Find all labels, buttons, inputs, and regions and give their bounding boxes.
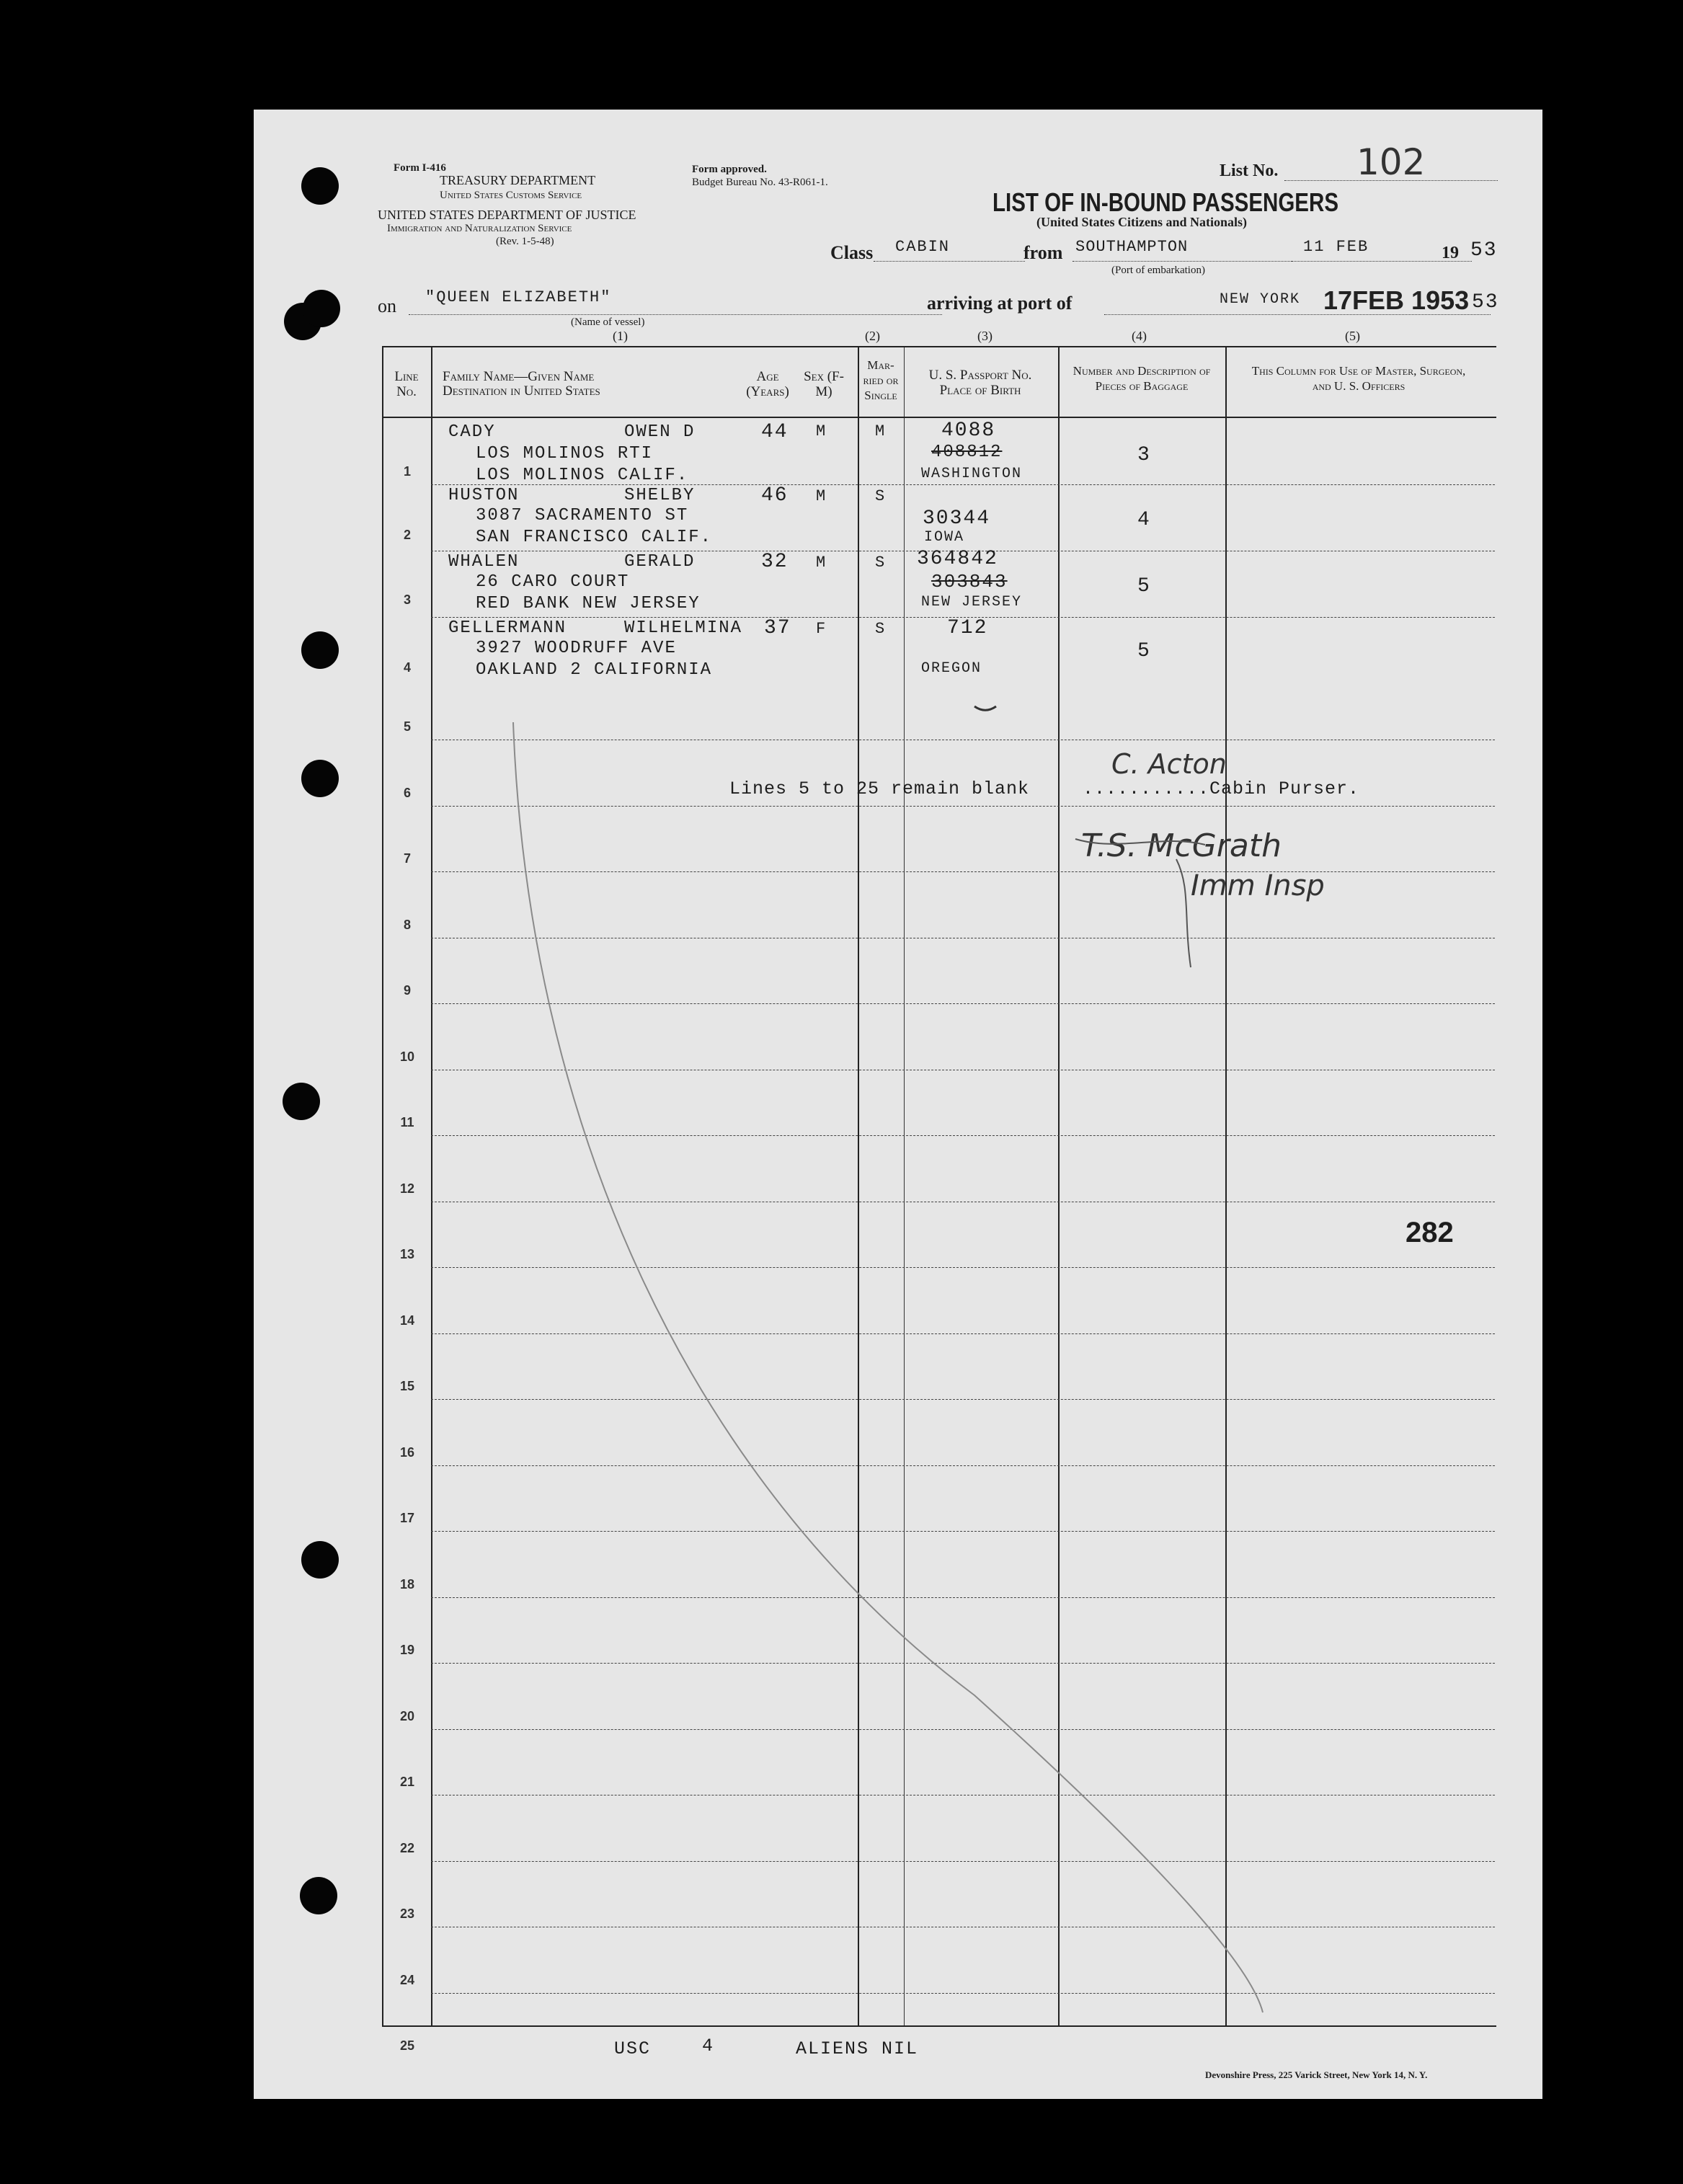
column-number-3: (3) (977, 329, 993, 343)
approved-label: Form approved. (692, 164, 767, 175)
passenger-city: OAKLAND 2 CALIFORNIA (476, 660, 713, 680)
revision-label: (Rev. 1-5-48) (496, 236, 554, 247)
punch-hole (300, 1877, 337, 1914)
birth-place: IOWA (924, 529, 965, 546)
line-number: 16 (399, 1444, 415, 1460)
header-sex: Sex (F-M) (804, 369, 844, 399)
passenger-given-name: WILHELMINA (624, 618, 743, 638)
passenger-address: 3087 SACRAMENTO ST (476, 506, 689, 525)
form-page (254, 110, 1542, 2099)
line-number: 15 (399, 1379, 415, 1393)
passenger-age: 44 (761, 421, 789, 443)
column-number-4: (4) (1132, 329, 1147, 343)
class-value: CABIN (895, 238, 951, 256)
line-number: 17 (399, 1511, 415, 1525)
line-number: 9 (403, 983, 411, 998)
passport-number: 712 (947, 617, 988, 639)
printer-credit: Devonshire Press, 225 Varick Street, New York 14, N. Y. (1205, 2069, 1428, 2080)
header-name: Family Name—Given Name (443, 369, 595, 384)
passport-struck: 408812 (931, 443, 1003, 462)
passport-number: 30344 (923, 507, 991, 530)
line-number: 2 (403, 528, 411, 542)
birth-place: NEW JERSEY (921, 594, 1023, 611)
inspector-title: Imm Insp (1191, 869, 1325, 902)
baggage-count: 5 (1137, 575, 1151, 598)
header-baggage: Number and Description of Pieces of Baggage (1073, 364, 1211, 393)
passenger-family-name: HUSTON (448, 486, 520, 505)
birth-place: WASHINGTON (921, 466, 1023, 482)
passenger-city: LOS MOLINOS CALIF. (476, 466, 689, 485)
baggage-count: 5 (1137, 640, 1151, 662)
line-number: 1 (403, 464, 411, 479)
passenger-marital: S (875, 487, 887, 505)
vessel-name: "QUEEN ELIZABETH" (425, 288, 612, 306)
aliens-count: ALIENS NIL (796, 2038, 919, 2059)
passenger-sex: F (816, 620, 827, 638)
baggage-count: 4 (1137, 509, 1151, 531)
line-number: 6 (403, 785, 411, 800)
class-label: Class (830, 242, 874, 263)
on-label: on (378, 296, 396, 316)
stamp-number: 282 (1406, 1217, 1454, 1248)
passenger-marital: S (875, 620, 887, 638)
arriving-label: arriving at port of (927, 293, 1073, 314)
justice-label: UNITED STATES DEPARTMENT OF JUSTICE (378, 208, 636, 222)
from-value: SOUTHAMPTON (1075, 238, 1189, 256)
line-number: 5 (403, 719, 411, 734)
baggage-count: 3 (1137, 444, 1151, 466)
column-number-1: (1) (613, 329, 628, 343)
budget-label: Budget Bureau No. 43-R061-1. (692, 177, 828, 188)
passenger-age: 46 (761, 484, 789, 507)
port-embark-caption: (Port of embarkation) (1111, 265, 1205, 276)
ins-label: Immigration and Naturalization Service (387, 223, 572, 234)
punch-hole (301, 760, 339, 797)
passenger-given-name: OWEN D (624, 422, 696, 442)
inspector-signature: T.S. McGrath (1081, 827, 1282, 864)
treasury-label: TREASURY DEPARTMENT (440, 173, 596, 187)
purser-signature: C. Acton (1111, 748, 1227, 780)
line-number: 23 (399, 1906, 415, 1921)
line-number: 4 (403, 660, 411, 675)
page-title: LIST OF IN-BOUND PASSENGERS (993, 187, 1339, 217)
punch-hole (283, 1083, 320, 1120)
list-no-label: List No. (1220, 161, 1279, 180)
passenger-marital: S (875, 554, 887, 572)
line-number: 14 (399, 1313, 415, 1328)
line-number: 10 (399, 1049, 415, 1064)
passport-number: 4088 (941, 420, 996, 442)
column-number-5: (5) (1345, 329, 1360, 343)
passenger-family-name: CADY (448, 422, 496, 442)
header-line-no: Line No. (394, 369, 419, 399)
header-destination: Destination in United States (443, 383, 600, 399)
line-number: 25 (399, 2038, 415, 2053)
line-number: 19 (399, 1643, 415, 1657)
arrival-year: 53 (1472, 291, 1499, 314)
passenger-city: SAN FRANCISCO CALIF. (476, 528, 713, 547)
line-number: 7 (403, 851, 411, 866)
line-number: 22 (399, 1840, 415, 1855)
line-number: 8 (403, 917, 411, 932)
list-no-value: 102 (1356, 141, 1426, 183)
column-number-2: (2) (865, 329, 880, 343)
passenger-sex: M (816, 487, 827, 505)
header-age: Age (Years) (746, 369, 789, 399)
form-number: Form I-416 (394, 162, 446, 174)
passport-number: 364842 (917, 548, 998, 570)
from-label: from (1023, 242, 1063, 263)
header-married: Mar-ried or Single (863, 358, 899, 402)
passenger-address: LOS MOLINOS RTI (476, 444, 654, 463)
arrival-stamp: 17FEB 1953 (1323, 285, 1470, 315)
punch-hole (301, 1541, 339, 1579)
passenger-given-name: GERALD (624, 552, 696, 572)
passenger-sex: M (816, 554, 827, 572)
purser-label: ...........Cabin Purser. (1083, 778, 1360, 799)
page-subtitle: (United States Citizens and Nationals) (1036, 215, 1248, 229)
punch-hole (301, 167, 339, 205)
passenger-age: 37 (764, 617, 791, 639)
passenger-address: 3927 WOODRUFF AVE (476, 639, 677, 658)
punch-hole (301, 631, 339, 669)
vessel-caption: (Name of vessel) (571, 316, 645, 328)
passenger-family-name: GELLERMANN (448, 618, 567, 638)
line-number: 12 (399, 1181, 415, 1196)
passenger-age: 32 (761, 551, 789, 573)
line-number: 13 (399, 1247, 415, 1261)
line-number: 11 (400, 1115, 414, 1129)
passport-struck: 303843 (931, 571, 1008, 592)
line-number: 20 (399, 1708, 415, 1723)
passenger-marital: M (875, 422, 887, 440)
line-number: 24 (399, 1972, 415, 1987)
birth-place: OREGON (921, 660, 982, 677)
passenger-family-name: WHALEN (448, 552, 520, 572)
header-passport: U. S. Passport No. Place of Birth (928, 368, 1032, 398)
punch-hole (303, 290, 340, 327)
date-value: 11 FEB (1303, 238, 1369, 256)
passenger-city: RED BANK NEW JERSEY (476, 594, 701, 613)
blank-note: Lines 5 to 25 remain blank (729, 778, 1030, 799)
passenger-given-name: SHELBY (624, 486, 696, 505)
customs-label: United States Customs Service (440, 190, 582, 201)
usc-count: 4 (702, 2036, 715, 2056)
pencil-curve (254, 110, 1542, 2099)
line-number: 3 (403, 592, 411, 607)
passenger-sex: M (816, 422, 827, 440)
year-prefix: 19 (1442, 244, 1459, 262)
year-value: 53 (1470, 239, 1498, 262)
line-number: 18 (399, 1576, 415, 1592)
line-number: 21 (399, 1775, 415, 1789)
header-officers: This Column for Use of Master, Surgeon, and U. S. Officers (1251, 364, 1466, 393)
arrival-port: NEW YORK (1220, 291, 1301, 308)
usc-label: USC (614, 2038, 652, 2059)
passenger-address: 26 CARO COURT (476, 572, 630, 592)
